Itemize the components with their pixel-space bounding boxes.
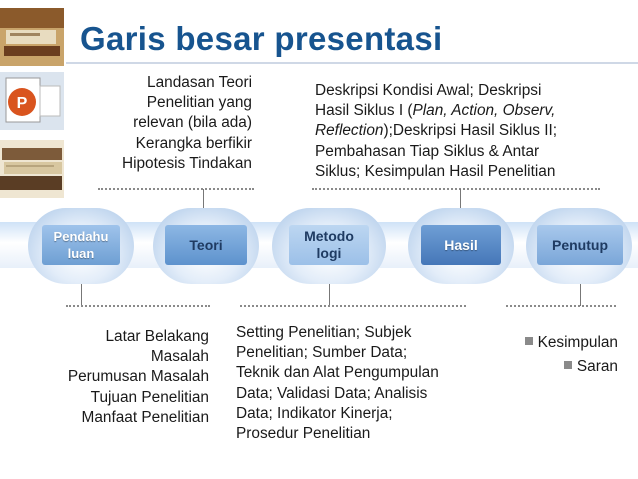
sidebar-images — [0, 0, 66, 205]
bullet-item — [490, 331, 618, 355]
note-line — [315, 101, 615, 121]
italic-terms: Plan, Action, Observ, — [412, 102, 556, 120]
note-line: Hipotesis Tindakan — [121, 154, 252, 172]
stage-label: Teori — [189, 236, 223, 253]
note-line: Masalah — [150, 348, 209, 366]
connector-metodologi-horizontal — [240, 305, 466, 307]
title-divider — [66, 62, 638, 64]
stage-penutup — [537, 225, 623, 265]
connector-pendahuluan-horizontal — [66, 305, 210, 307]
stage-label: Pendahu — [53, 229, 109, 244]
bullet-text: Saran — [576, 358, 618, 375]
note-line: Landasan Teori — [147, 74, 252, 91]
stage-hasil — [421, 225, 501, 265]
square-bullet-icon — [564, 361, 572, 369]
note-line: Data; Validasi Data; Analisis — [236, 384, 428, 402]
note-line: Kerangka berfikir — [135, 134, 252, 152]
stage-label: Penutup — [552, 236, 608, 253]
note-line: Teknik dan Alat Pengumpulan — [236, 364, 439, 382]
note-line: Perumusan Masalah — [67, 368, 209, 386]
stage-metodologi — [289, 225, 369, 265]
connector-teori-horizontal — [98, 188, 254, 190]
svg-text:P: P — [16, 95, 28, 112]
note-line: Siklus; Kesimpulan Hasil Penelitian — [315, 162, 556, 180]
stage-label: luan — [67, 246, 95, 261]
note-penutup — [490, 331, 618, 379]
bullet-item — [490, 355, 618, 379]
note-line: relevan (bila ada) — [133, 114, 252, 132]
note-line: Deskripsi Kondisi Awal; Deskripsi — [315, 82, 542, 99]
books-photo-icon — [0, 8, 64, 66]
connector-penutup-horizontal — [506, 305, 616, 307]
note-teori — [86, 73, 252, 174]
note-line: Penelitian yang — [146, 94, 252, 112]
note-line: Tujuan Penelitian — [90, 388, 209, 406]
stage-teori — [165, 225, 247, 265]
connector-metodologi-stem — [329, 284, 330, 306]
note-metodologi — [236, 323, 486, 444]
stage-label: logi — [316, 245, 342, 261]
stage-label: Hasil — [444, 236, 478, 253]
page-title: Garis besar presentasi — [80, 20, 443, 57]
note-line: Setting Penelitian; Subjek — [236, 324, 412, 341]
connector-hasil-horizontal — [312, 188, 600, 190]
italic-terms: Reflection — [315, 122, 384, 140]
note-line: Latar Belakang — [105, 328, 209, 345]
stage-pendahuluan — [42, 225, 120, 265]
stage-label: Metodo — [304, 228, 354, 244]
bullet-text: Kesimpulan — [537, 334, 618, 351]
note-text: Hasil Siklus I (Plan, Action, Observ, — [315, 102, 556, 120]
stacked-books-icon — [0, 140, 64, 198]
note-line: Reflection);Deskripsi Hasil Siklus II; — [315, 122, 558, 140]
note-line: Data; Indikator Kinerja; — [236, 404, 393, 422]
note-line: Penelitian; Sumber Data; — [236, 344, 408, 362]
note-hasil — [315, 81, 615, 182]
square-bullet-icon — [525, 337, 533, 345]
connector-pendahuluan-stem — [81, 284, 82, 306]
note-line: Prosedur Penelitian — [236, 425, 371, 443]
note-line: Pembahasan Tiap Siklus & Antar — [315, 142, 540, 160]
note-pendahuluan — [40, 327, 209, 428]
powerpoint-document-icon — [0, 72, 64, 130]
connector-penutup-stem — [580, 284, 581, 306]
note-line: Manfaat Penelitian — [81, 408, 209, 426]
